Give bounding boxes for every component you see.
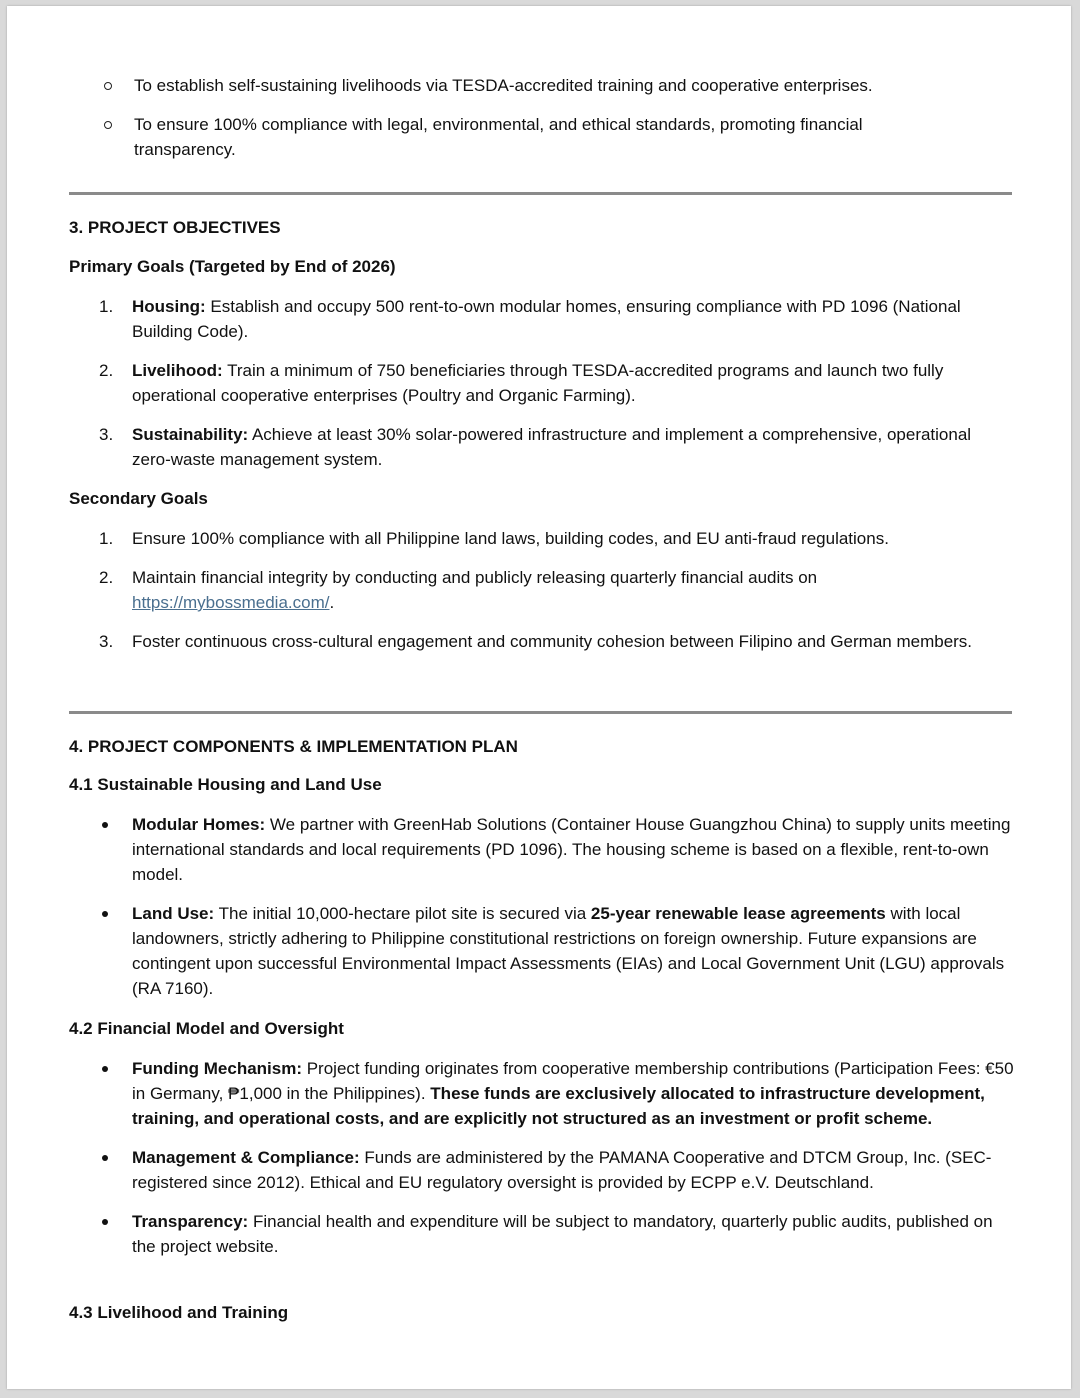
list-item — [69, 901, 1014, 1001]
subsection-heading: 4.1 Sustainable Housing and Land Use — [69, 775, 382, 794]
audit-website-link[interactable]: https://mybossmedia.com/ — [132, 593, 330, 612]
item-label: Transparency: — [132, 1212, 249, 1231]
primary-goals-list — [69, 294, 1014, 486]
item-number: 3. — [99, 425, 114, 444]
bullet-text: To establish self-sustaining livelihoods via TESDA-accredited training and cooperative enterprises. — [134, 76, 873, 95]
item-bold-tail: These funds are exclusively allocated to infrastructure development, training, and operational costs, and are explicitly not structured as an investment or profit scheme. — [132, 1084, 985, 1128]
bullet-icon — [102, 911, 108, 917]
list-item — [69, 1145, 1014, 1195]
item-text: We partner with GreenHab Solutions (Container House Guangzhou China) to supply units meeting international standards and local requirements (PD 1096). The housing scheme is based on a flexible, rent-to-own model. — [132, 815, 1011, 884]
item-text: Ensure 100% compliance with all Philippine land laws, building codes, and EU anti-fraud regulations. — [132, 529, 889, 548]
list-item — [69, 565, 1014, 615]
list-item — [69, 358, 1014, 408]
bullet-icon — [102, 1066, 108, 1072]
list-item — [101, 112, 921, 162]
hollow-bullet-icon — [104, 121, 112, 129]
item-text: The initial 10,000-hectare pilot site is secured via — [214, 904, 591, 923]
list-item — [101, 73, 921, 98]
item-text: Achieve at least 30% solar-powered infrastructure and implement a comprehensive, operational zero-waste management system. — [132, 425, 972, 469]
bullet-icon — [102, 822, 108, 828]
item-text-cont: with local landowners, strictly adhering to Philippine constitutional restrictions on foreign ownership. Future expansions are contingent upon successful Environmental Impact Assessments (EIAs) and Local Government Unit (LGU) approvals (RA 7160). — [132, 904, 1005, 998]
list-item — [69, 294, 1014, 344]
section-heading: 4. PROJECT COMPONENTS & IMPLEMENTATION PLAN — [69, 737, 518, 756]
secondary-goals-list — [69, 526, 1014, 668]
financial-list — [69, 1056, 1014, 1273]
item-text: Establish and occupy 500 rent-to-own modular homes, ensuring compliance with PD 1096 (National Building Code). — [132, 297, 961, 341]
subsection-heading: 4.3 Livelihood and Training — [69, 1303, 289, 1322]
intro-sub-bullets — [101, 73, 921, 176]
document-page — [7, 6, 1071, 1389]
list-item — [69, 422, 1014, 472]
list-item — [69, 812, 1014, 887]
subsection-heading: Secondary Goals — [69, 489, 208, 508]
bullet-icon — [102, 1219, 108, 1225]
list-item — [69, 1209, 1014, 1259]
item-label: Land Use: — [132, 904, 215, 923]
item-number: 2. — [99, 361, 114, 380]
item-number: 1. — [99, 297, 114, 316]
item-label: Livelihood: — [132, 361, 223, 380]
list-item — [69, 526, 1014, 551]
item-label: Modular Homes: — [132, 815, 266, 834]
section-heading: 3. PROJECT OBJECTIVES — [69, 218, 281, 237]
subsection-heading: 4.2 Financial Model and Oversight — [69, 1019, 344, 1038]
section-divider — [69, 711, 1012, 714]
item-text: Foster continuous cross-cultural engagement and community cohesion between Filipino and German members. — [132, 632, 973, 651]
section-divider — [69, 192, 1012, 195]
housing-list — [69, 812, 1014, 1015]
item-text: Financial health and expenditure will be subject to mandatory, quarterly public audits, published on the project website. — [132, 1212, 993, 1256]
item-number: 3. — [99, 632, 114, 651]
item-text: Funds are administered by the PAMANA Cooperative and DTCM Group, Inc. (SEC-registered since 2012). Ethical and EU regulatory oversight is provided by ECPP e.V. Deutschland. — [132, 1148, 992, 1192]
item-bold-phrase: 25-year renewable lease agreements — [590, 904, 886, 923]
item-number: 2. — [99, 568, 114, 587]
item-text: Maintain financial integrity by conducting and publicly releasing quarterly financial audits on — [132, 568, 818, 587]
item-text-end: . — [329, 593, 335, 612]
bullet-text: To ensure 100% compliance with legal, environmental, and ethical standards, promoting financial transparency. — [134, 115, 863, 159]
bullet-icon — [102, 1155, 108, 1161]
item-label: Sustainability: — [132, 425, 249, 444]
list-item — [69, 1056, 1014, 1131]
hollow-bullet-icon — [104, 82, 112, 90]
item-label: Funding Mechanism: — [132, 1059, 302, 1078]
list-item — [69, 629, 1014, 654]
item-number: 1. — [99, 529, 114, 548]
item-text: Train a minimum of 750 beneficiaries through TESDA-accredited programs and launch two fully operational cooperative enterprises (Poultry and Organic Farming). — [132, 361, 944, 405]
item-text: Project funding originates from cooperative membership contributions (Participation Fees: €50 in Germany, ₱1,000 in the Philippines). — [132, 1059, 1014, 1103]
item-label: Management & Compliance: — [132, 1148, 360, 1167]
item-label: Housing: — [132, 297, 206, 316]
subsection-heading: Primary Goals (Targeted by End of 2026) — [69, 257, 396, 276]
